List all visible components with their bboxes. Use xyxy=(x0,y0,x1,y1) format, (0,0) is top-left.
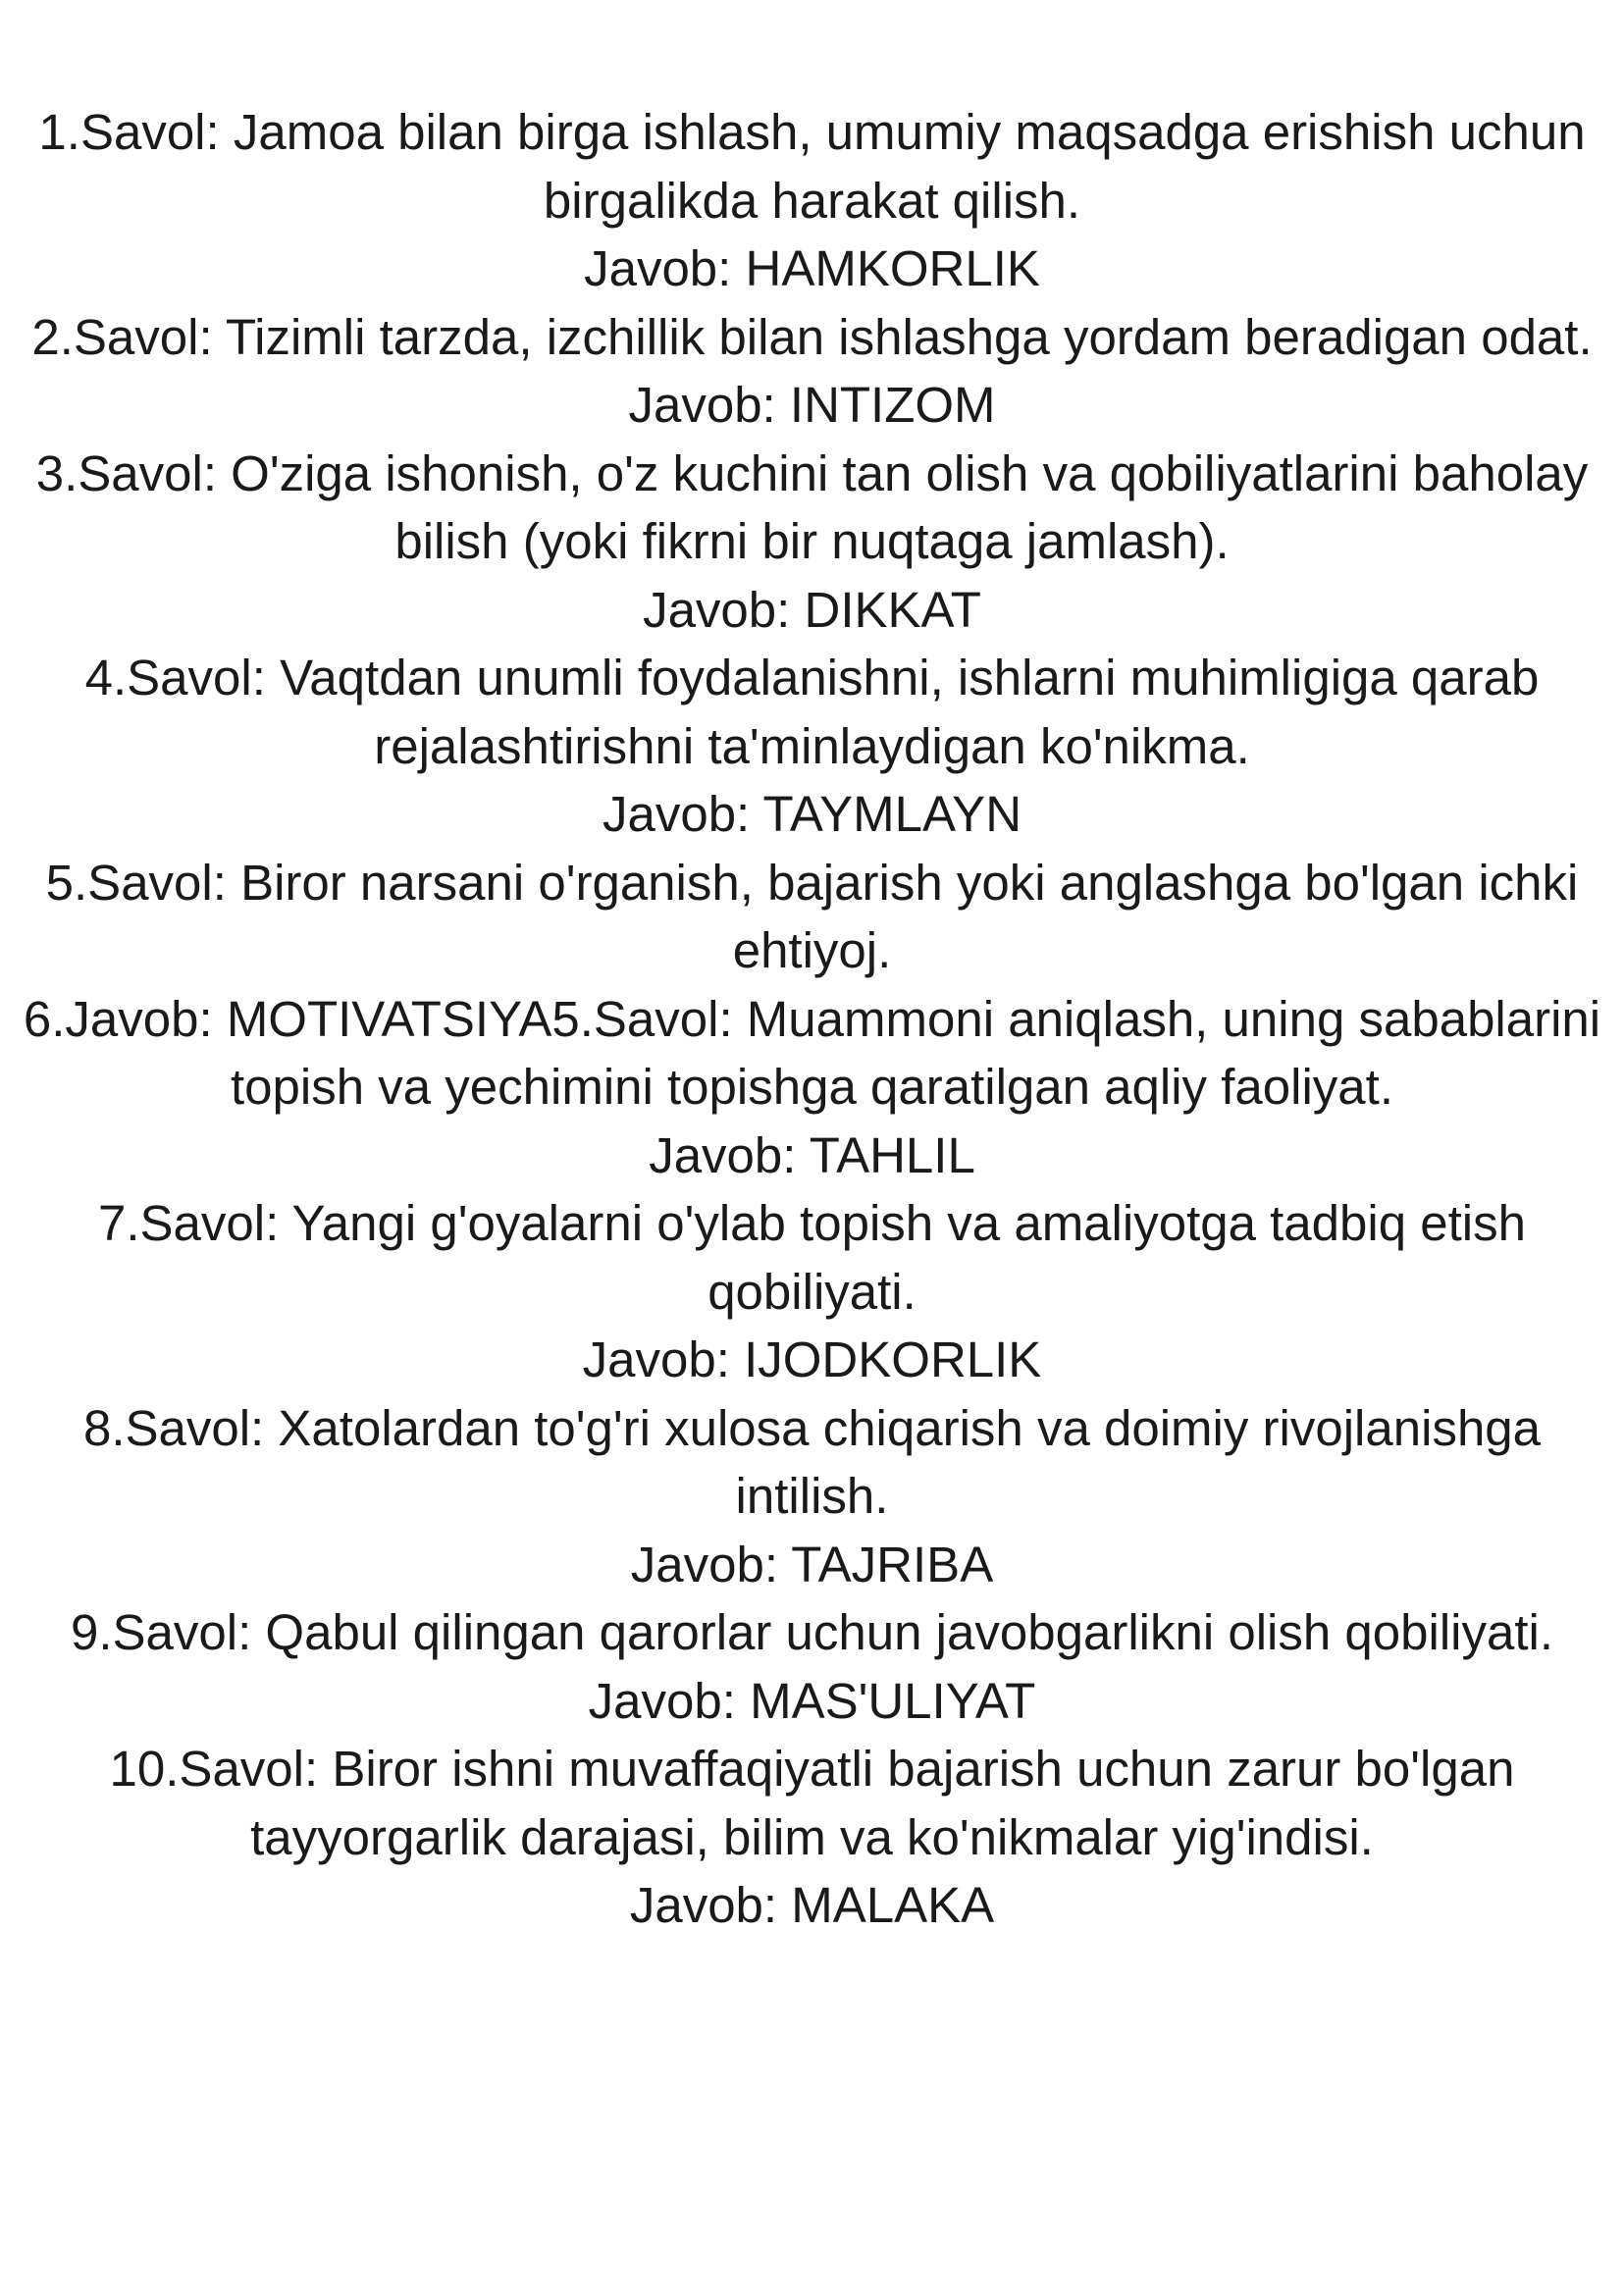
text-line-q4-b: rejalashtirishni ta'minlaydigan ko'nikma. xyxy=(374,717,1250,774)
text-line-q3-a: 3.Savol: O'ziga ishonish, o'z kuchini tan olish va qobiliyatlarini baholay xyxy=(35,444,1589,501)
answer-line-1: Javob: HAMKORLIK xyxy=(584,240,1040,296)
text-line-q2-a: 2.Savol: Tizimli tarzda, izchillik bilan ishlashga yordam beradigan odat. xyxy=(31,308,1593,365)
answer-line-9: Javob: MAS'ULIYAT xyxy=(588,1672,1036,1729)
text-line-q4-a: 4.Savol: Vaqtdan unumli foydalanishni, ishlarni muhimligiga qarab xyxy=(84,650,1540,705)
text-line-q7-b: qobiliyati. xyxy=(707,1263,917,1320)
text-line-q10-a: 10.Savol: Biror ishni muvaffaqiyatli bajarish uchun zarur bo'lgan xyxy=(109,1741,1515,1797)
text-line-q9-a: 9.Savol: Qabul qilingan qarorlar uchun javobgarlikni olish qobiliyati. xyxy=(70,1604,1554,1660)
text-line-q5-a: 5.Savol: Biror narsani o'rganish, bajarish yoki anglashga bo'lgan ichki xyxy=(45,854,1579,911)
answer-line-7: Javob: IJODKORLIK xyxy=(582,1331,1042,1387)
answer-line-8: Javob: TAJRIBA xyxy=(630,1536,994,1592)
text-line-q8-b: intilish. xyxy=(735,1468,889,1524)
answer-line-4: Javob: TAYMLAYN xyxy=(602,786,1022,842)
text-line-q7-a: 7.Savol: Yangi g'oyalarni o'ylab topish va amaliyotga tadbiq etish xyxy=(98,1195,1526,1251)
text-line-q8-a: 8.Savol: Xatolardan to'g'ri xulosa chiqarish va doimiy rivojlanishga xyxy=(82,1399,1542,1456)
text-line-q1-b: birgalikda harakat qilish. xyxy=(543,172,1081,229)
text-line-q6-b: topish va yechimini topishga qaratilgan aqliy faoliyat. xyxy=(230,1059,1393,1115)
answer-line-6: Javob: TAHLIL xyxy=(649,1126,975,1183)
text-line-q3-b: bilish (yoki fikrni bir nuqtaga jamlash). xyxy=(394,513,1230,569)
answer-line-3: Javob: DIKKAT xyxy=(643,581,981,638)
text-line-q10-b: tayyorgarlik darajasi, bilim va ko'nikmalar yig'indisi. xyxy=(250,1808,1374,1865)
text-line-q1-a: 1.Savol: Jamoa bilan birga ishlash, umumiy maqsadga erishish uchun xyxy=(38,104,1586,160)
text-line-q6-a: 6.Javob: MOTIVATSIYA5.Savol: Muammoni aniqlash, uning sabablarini xyxy=(23,990,1601,1047)
text-line-q5-b: ehtiyoj. xyxy=(732,922,892,978)
answer-line-10: Javob: MALAKA xyxy=(629,1877,995,1933)
answer-line-2: Javob: INTIZOM xyxy=(628,377,996,433)
